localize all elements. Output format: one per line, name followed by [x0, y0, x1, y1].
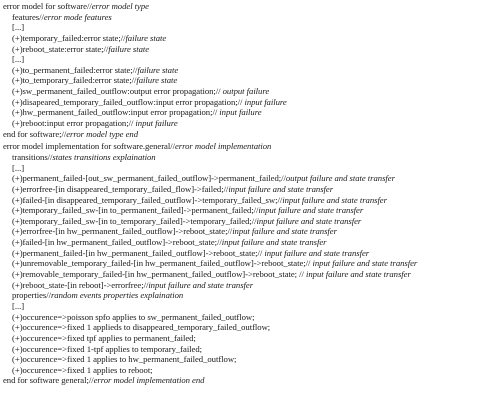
code-line — [0, 1, 500, 12]
code-line — [0, 141, 500, 152]
code-text: properties// — [12, 290, 51, 301]
code-line — [0, 280, 500, 291]
code-line — [0, 312, 500, 323]
code-text: error model implementation for software.general// — [3, 141, 175, 152]
code-text: (+)unremovable_temporary_failed-[in hw_permanent_failed_outflow]->reboot_state;// — [12, 258, 311, 269]
code-text: features// — [12, 11, 44, 22]
code-comment: failure state — [136, 75, 178, 86]
code-text: (+)temporary_failed:error state;// — [12, 32, 126, 43]
code-comment: error model implementation — [174, 141, 272, 152]
code-text: error model for software// — [3, 1, 92, 11]
code-comment: input failure and state transfer — [232, 226, 337, 237]
code-line — [0, 75, 500, 86]
code-comment: error model type end — [66, 128, 138, 139]
code-text: (+)to_temporary_failed:error state;// — [12, 75, 137, 86]
code-text: (+)errorfree-[in hw_permanent_failed_outflow]->reboot_state;// — [12, 226, 233, 237]
code-line — [0, 173, 500, 184]
code-text: (+)permanent_failed-[in hw_permanent_failed_outflow]->reboot_state;// — [12, 247, 263, 258]
code-comment: output failure — [220, 86, 270, 97]
code-line — [0, 344, 500, 355]
code-comment: error model implementation end — [93, 375, 205, 386]
code-comment: input failure and state transfer — [303, 269, 411, 280]
code-comment: input failure and state transfer — [262, 247, 370, 258]
code-line — [0, 118, 500, 129]
code-text: (+)to_permanent_failed:error state;// — [12, 64, 138, 75]
code-comment: input failure and state transfer — [148, 279, 254, 290]
code-text: (+)permanent_failed-[out_sw_permanent_failed_outflow]->permanent_failed;// — [12, 173, 286, 184]
code-text: (+)occurence=>fixed 1 applies to hw_permanent_failed_outflow; — [12, 354, 237, 365]
code-comment: failure state — [108, 43, 150, 54]
code-line — [0, 107, 500, 118]
code-line — [0, 248, 500, 259]
code-line — [0, 184, 500, 195]
code-line — [0, 54, 500, 65]
code-comment: random events properties explaination — [50, 290, 184, 301]
code-comment: input failure and state transfer — [228, 183, 334, 194]
code-comment: input failure — [133, 118, 178, 129]
code-text: (+)hw_permanent_failed_outflow:input error propagation;// — [12, 107, 218, 118]
code-text: end for software;// — [3, 128, 67, 139]
code-text: [...] — [12, 54, 25, 65]
code-line — [0, 97, 500, 108]
code-line — [0, 44, 500, 55]
code-text: (+)sw_permanent_failed_outflow:output error propagation;// — [12, 86, 221, 97]
code-line — [0, 365, 500, 376]
code-line — [0, 86, 500, 97]
code-line — [0, 129, 500, 140]
code-line — [0, 258, 500, 269]
code-line — [0, 237, 500, 248]
code-comment: error mode features — [43, 11, 112, 22]
code-text: (+)disapeared_temporary_failed_outflow:input error propagation;// — [12, 96, 243, 107]
code-text: end for software general;// — [3, 375, 94, 386]
code-line — [0, 322, 500, 333]
code-text: (+)removable_temporary_failed-[in hw_permanent_failed_outflow]->reboot_state; // — [12, 269, 304, 280]
code-text: (+)occurence=>poisson spfo applies to sw_permanent_failed_outflow; — [12, 311, 255, 322]
code-text: (+)occurence=>fixed 1 applies to reboot; — [12, 364, 153, 375]
code-text: (+)occurence=>fixed 1 applieds to disappeared_temporary_failed_outflow; — [12, 322, 271, 333]
code-text: (+)failed-[in disappeared_temporary_failed_outflow]->temporary_failed_sw;// — [12, 194, 283, 205]
code-text: (+)reboot_state-[in reboot]->errorfree;// — [12, 279, 149, 290]
code-line — [0, 375, 500, 386]
code-line — [0, 12, 500, 23]
code-comment: output failure and state transfer — [285, 173, 395, 184]
code-comment: input failure and state transfer — [258, 205, 364, 216]
code-text: transitions// — [12, 151, 53, 162]
code-line — [0, 290, 500, 301]
code-line — [0, 269, 500, 280]
code-text: (+)occurence=>fixed 1-tpf applies to temporary_failed; — [12, 343, 203, 354]
code-comment: input failure and state transfer — [310, 258, 418, 269]
code-text: (+)temporary_failed_sw-[in to_permanent_failed]->permanent_failed;// — [12, 205, 259, 216]
code-text: [...] — [12, 22, 25, 33]
code-line — [0, 333, 500, 344]
code-comment: states transitions explaination — [52, 151, 156, 162]
code-line — [0, 33, 500, 44]
code-line — [0, 152, 500, 163]
code-line — [0, 163, 500, 174]
code-line — [0, 195, 500, 206]
code-comment: input failure and state transfer — [221, 237, 327, 248]
code-comment: input failure — [242, 96, 287, 107]
code-line — [0, 216, 500, 227]
code-line — [0, 226, 500, 237]
code-comment: error model type — [91, 1, 149, 11]
code-text: (+)errorfree-[in disappeared_temporary_failed_flow]->failed;// — [12, 183, 229, 194]
code-comment: input failure and state transfer — [256, 215, 362, 226]
code-text: [...] — [12, 300, 25, 311]
code-text: (+)failed-[in hw_permanent_failed_outflow]->reboot_state;// — [12, 237, 222, 248]
code-line — [0, 301, 500, 312]
code-line — [0, 65, 500, 76]
code-comment: input failure — [217, 107, 262, 118]
code-text: (+)reboot:input error propagation;// — [12, 118, 134, 129]
code-text: (+)reboot_state:error state;// — [12, 43, 109, 54]
code-comment: input failure and state transfer — [282, 194, 387, 205]
code-text: [...] — [12, 162, 25, 173]
code-comment: failure state — [125, 32, 167, 43]
code-line — [0, 22, 500, 33]
code-comment: failure state — [137, 64, 179, 75]
code-text: (+)occurence=>fixed tpf applies to permanent_failed; — [12, 332, 196, 343]
code-line — [0, 354, 500, 365]
code-line — [0, 205, 500, 216]
code-text: (+)temporary_failed_sw-[in to_temporary_failed]->temporary_failed;// — [12, 215, 257, 226]
